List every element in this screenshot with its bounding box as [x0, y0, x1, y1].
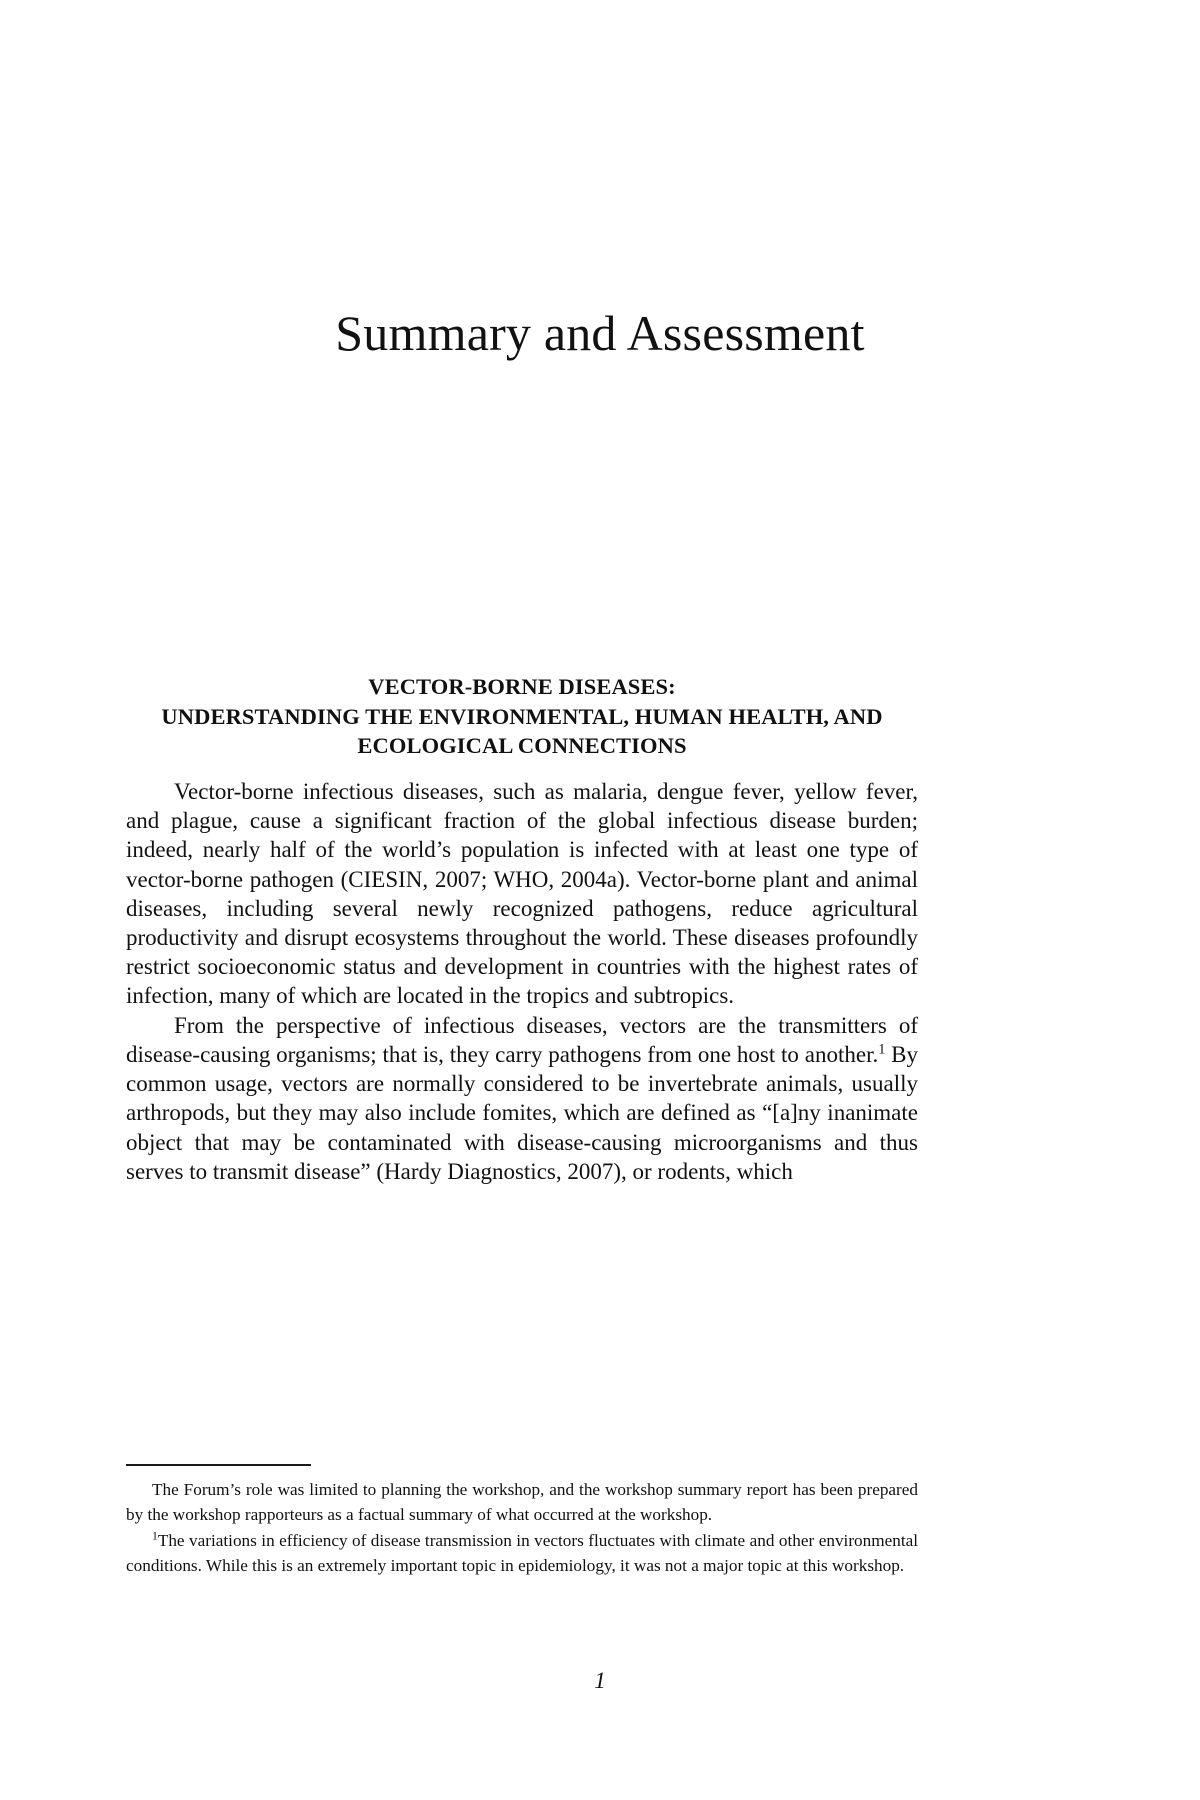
footnote-separator-rule: [126, 1464, 311, 1466]
section-heading: [126, 672, 918, 761]
section-heading-line-2: UNDERSTANDING THE ENVIRONMENTAL, HUMAN HEALTH, AND: [161, 703, 883, 729]
footnote-reference-1[interactable]: 1: [878, 1041, 886, 1058]
body-paragraph-2-text-a: From the perspective of infectious diseases, vectors are the transmitters of disease-causing organisms; that is, they carry pathogens from one host to another.: [126, 1012, 918, 1067]
section-heading-line-3: ECOLOGICAL CONNECTIONS: [357, 733, 687, 759]
page-number: 1: [594, 1668, 606, 1693]
footnote-item: [126, 1478, 918, 1528]
section-heading-line-1: VECTOR-BORNE DISEASES:: [368, 674, 676, 699]
main-content: [126, 672, 918, 1186]
footnote-block: [126, 1464, 918, 1579]
footnote-text: The variations in efficiency of disease transmission in vectors fluctuates with climate and other environmental conditions. While this is an extremely important topic in epidemiology, it was not a major topic at this workshop.: [126, 1530, 918, 1575]
footnote-item: [126, 1529, 918, 1579]
page-title: Summary and Assessment: [335, 304, 865, 361]
body-paragraph-2: [126, 1011, 918, 1186]
body-paragraph-2-text-b: By common usage, vectors are normally considered to be invertebrate animals, usually arthropods, but they may also include fomites, which are defined as “[a]ny inanimate object that may be contaminated with disease-causing microorganisms and thus serves to transmit disease” (Hardy Diagnostics, 2007), or rodents, which: [126, 1041, 919, 1184]
body-paragraph-1: Vector-borne infectious diseases, such as malaria, dengue fever, yellow fever, and plague, cause a significant fraction of the global infectious disease burden; indeed, nearly half of the world’s population is infected with at least one type of vector-borne pathogen (CIESIN, 2007; WHO, 2004a). Vector-borne plant and animal diseases, including several newly recognized pathogens, reduce agricultural productivity and disrupt ecosystems throughout the world. These diseases profoundly restrict socioeconomic status and development in countries with the highest rates of infection, many of which are located in the tropics and subtropics.: [126, 779, 918, 1009]
footnote-text: The Forum’s role was limited to planning the workshop, and the workshop summary report has been prepared by the workshop rapporteurs as a factual summary of what occurred at the workshop.: [126, 1480, 918, 1524]
footnote-marker: 1: [152, 1529, 158, 1543]
